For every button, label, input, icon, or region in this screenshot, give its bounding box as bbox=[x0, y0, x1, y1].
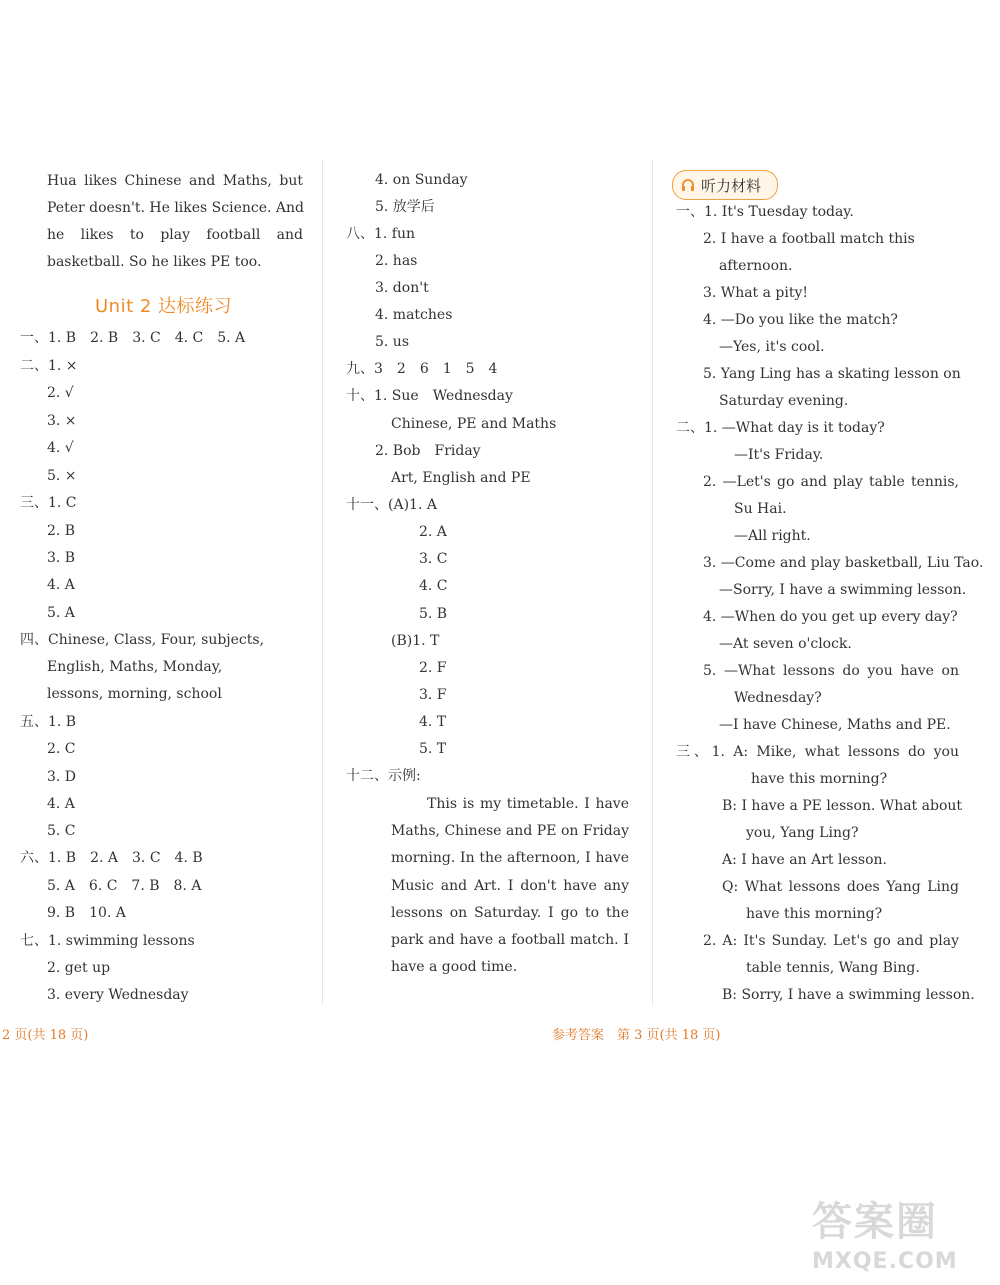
intro-line: Peter doesn't. He likes Science. And bbox=[47, 200, 305, 216]
answer-line: 一、1. B 2. B 3. C 4. C 5. A bbox=[20, 330, 246, 346]
answer-line: 4. T bbox=[419, 714, 447, 730]
answer-line: 3. every Wednesday bbox=[47, 987, 189, 1003]
answer-line: 9. B 10. A bbox=[47, 905, 126, 921]
badge-label: 听力材料 bbox=[701, 176, 762, 195]
script-line: A: I have an Art lesson. bbox=[722, 852, 887, 868]
answer-line: 4. C bbox=[419, 578, 448, 594]
answer-line: 2. F bbox=[419, 660, 447, 676]
script-line: Saturday evening. bbox=[719, 393, 849, 409]
answer-line: 4. A bbox=[47, 796, 75, 812]
intro-line: Hua likes Chinese and Maths, but bbox=[47, 173, 303, 189]
script-line: have this morning? bbox=[746, 906, 883, 922]
script-line: 3. —Come and play basketball, Liu Tao. bbox=[703, 555, 984, 571]
essay-line: This is my timetable. I have bbox=[427, 796, 629, 812]
script-line: you, Yang Ling? bbox=[746, 825, 859, 841]
script-line: Q: What lessons does Yang Ling bbox=[722, 879, 959, 895]
answer-line: 5. T bbox=[419, 741, 447, 757]
answer-line: 5. A 6. C 7. B 8. A bbox=[47, 878, 202, 894]
script-line: Wednesday? bbox=[734, 690, 822, 706]
script-line: B: I have a PE lesson. What about bbox=[722, 798, 963, 814]
answer-line: 4. on Sunday bbox=[375, 172, 468, 188]
answer-line: 三、1. C bbox=[20, 495, 77, 511]
listening-material-badge bbox=[672, 170, 778, 200]
script-line: have this morning? bbox=[751, 771, 888, 787]
script-line: 二、1. —What day is it today? bbox=[676, 420, 885, 436]
answer-line: English, Maths, Monday, bbox=[47, 659, 223, 675]
answer-line: 2. √ bbox=[47, 385, 74, 401]
essay-line: park and have a football match. I bbox=[391, 932, 629, 948]
answer-line: 5. C bbox=[47, 823, 76, 839]
answer-line: 四、Chinese, Class, Four, subjects, bbox=[20, 632, 265, 648]
script-line: 一、1. It's Tuesday today. bbox=[676, 204, 854, 220]
answer-line: 九、3 2 6 1 5 4 bbox=[346, 361, 498, 377]
answer-line: 3. don't bbox=[375, 280, 429, 296]
script-line: 2. A: It's Sunday. Let's go and play bbox=[703, 933, 959, 949]
script-line: —At seven o'clock. bbox=[719, 636, 852, 652]
answer-line: 2. get up bbox=[47, 960, 111, 976]
essay-line: Maths, Chinese and PE on Friday bbox=[391, 823, 629, 839]
script-line: 5. Yang Ling has a skating lesson on bbox=[703, 366, 961, 382]
answer-line: 七、1. swimming lessons bbox=[20, 933, 195, 949]
script-line: 三、1. A: Mike, what lessons do you bbox=[676, 744, 959, 760]
column-divider-2 bbox=[652, 160, 653, 1005]
answer-line: 5. 放学后 bbox=[375, 199, 435, 215]
watermark-title: 答案圈 bbox=[812, 1199, 938, 1245]
answer-line: 2. C bbox=[47, 741, 76, 757]
answer-line: Chinese, PE and Maths bbox=[391, 416, 557, 432]
script-line: —It's Friday. bbox=[734, 447, 824, 463]
answer-line: 二、1. × bbox=[20, 358, 78, 374]
script-line: 4. —When do you get up every day? bbox=[703, 609, 958, 625]
answer-line: 六、1. B 2. A 3. C 4. B bbox=[20, 850, 203, 866]
script-line: table tennis, Wang Bing. bbox=[746, 960, 920, 976]
watermark-logo bbox=[812, 1190, 992, 1280]
answer-line: 3. × bbox=[47, 413, 77, 429]
answer-line: 2. B bbox=[47, 523, 76, 539]
answer-line: 五、1. B bbox=[20, 714, 77, 730]
answer-line: 3. F bbox=[419, 687, 447, 703]
answer-line: 5. A bbox=[47, 605, 75, 621]
essay-line: Music and Art. I don't have any bbox=[391, 878, 629, 894]
answer-line: 十二、示例: bbox=[346, 768, 421, 784]
script-line: —Sorry, I have a swimming lesson. bbox=[719, 582, 967, 598]
script-line: —I have Chinese, Maths and PE. bbox=[719, 717, 951, 733]
answer-line: (B)1. T bbox=[391, 633, 440, 649]
headphones-icon bbox=[681, 178, 695, 192]
answer-line: 3. B bbox=[47, 550, 76, 566]
column-divider-1 bbox=[322, 160, 323, 1005]
script-line: —Yes, it's cool. bbox=[719, 339, 825, 355]
essay-line: lessons on Saturday. I go to the bbox=[391, 905, 629, 921]
answer-line: 3. D bbox=[47, 769, 77, 785]
page-footer-right: 参考答案 第 3 页(共 18 页) bbox=[552, 1028, 721, 1043]
answer-line: 4. matches bbox=[375, 307, 453, 323]
answer-line: 3. C bbox=[419, 551, 448, 567]
answer-line: 4. A bbox=[47, 577, 75, 593]
essay-line: morning. In the afternoon, I have bbox=[391, 850, 629, 866]
script-line: B: Sorry, I have a swimming lesson. bbox=[722, 987, 975, 1003]
answer-line: 4. √ bbox=[47, 440, 74, 456]
essay-line: have a good time. bbox=[391, 959, 518, 975]
answer-line: Art, English and PE bbox=[391, 470, 531, 486]
answer-line: 八、1. fun bbox=[346, 226, 416, 242]
intro-line: he likes to play football and bbox=[47, 227, 303, 243]
watermark-domain: MXQE.COM bbox=[812, 1249, 958, 1274]
answer-line: 2. A bbox=[419, 524, 447, 540]
answer-line: 5. × bbox=[47, 468, 77, 484]
page-footer-left: 2 页(共 18 页) bbox=[2, 1028, 89, 1043]
answer-line: 2. Bob Friday bbox=[375, 443, 481, 459]
answer-line: 5. us bbox=[375, 334, 410, 350]
script-line: afternoon. bbox=[719, 258, 793, 274]
intro-line: basketball. So he likes PE too. bbox=[47, 254, 262, 270]
script-line: 5. —What lessons do you have on bbox=[703, 663, 959, 679]
answer-line: lessons, morning, school bbox=[47, 686, 222, 702]
answer-line: 5. B bbox=[419, 606, 448, 622]
answer-line: 十、1. Sue Wednesday bbox=[346, 388, 513, 404]
script-line: 3. What a pity! bbox=[703, 285, 809, 301]
script-line: 4. —Do you like the match? bbox=[703, 312, 898, 328]
script-line: —All right. bbox=[734, 528, 811, 544]
answer-line: 十一、(A)1. A bbox=[346, 497, 437, 513]
unit-title: Unit 2 达标练习 bbox=[95, 296, 233, 317]
script-line: 2. I have a football match this bbox=[703, 231, 915, 247]
script-line: 2. —Let's go and play table tennis, bbox=[703, 474, 959, 490]
answer-line: 2. has bbox=[375, 253, 418, 269]
script-line: Su Hai. bbox=[734, 501, 787, 517]
